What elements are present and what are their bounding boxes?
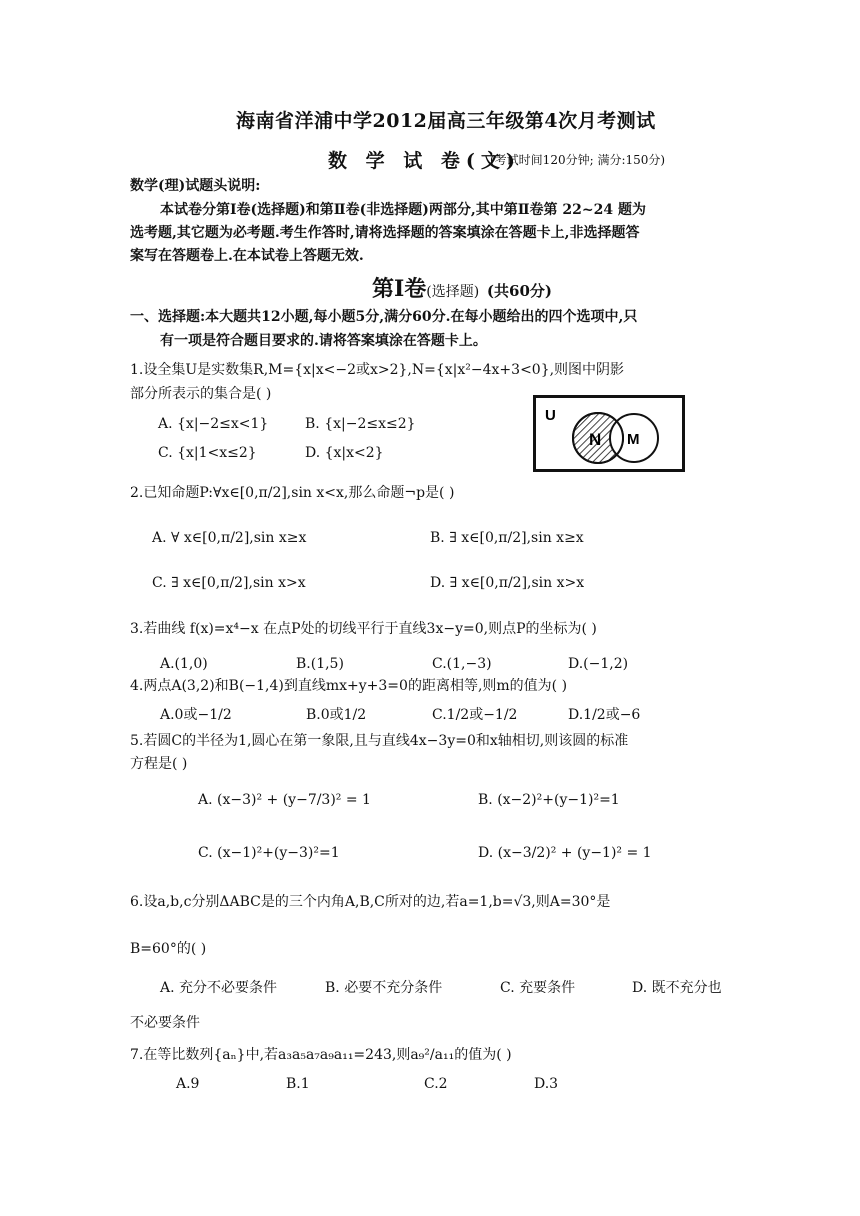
q5-stem-line-2: 方程是( ) (130, 756, 188, 772)
q2-option-a: A. ∀ x∈[0,π/2],sin x≥x (152, 530, 307, 546)
section-title (372, 272, 552, 303)
q5-option-c: C. (x−1)²+(y−3)²=1 (198, 845, 340, 861)
q7-option-d: D.3 (534, 1076, 559, 1092)
q1-option-d: D. {x|x<2} (305, 445, 384, 461)
q6-stem-line-2: B=60°的( ) (130, 941, 207, 957)
q4-option-d: D.1/2或−6 (568, 707, 641, 723)
exam-subtitle: 数 学 试 卷(文) (328, 150, 521, 172)
q7-option-b: B.1 (286, 1076, 310, 1092)
q6-option-d: D. 既不充分也 (632, 980, 722, 996)
q3-option-c: C.(1,−3) (432, 656, 492, 672)
section-points: (共60分) (486, 282, 552, 300)
q3-option-b: B.(1,5) (296, 656, 344, 672)
instructions-line-3: 案写在答题卷上.在本试卷上答题无效. (130, 248, 364, 264)
exam-duration-note: (考试时间120分钟; 满分:150分) (490, 153, 666, 167)
q5-option-d: D. (x−3/2)² + (y−1)² = 1 (478, 845, 652, 861)
q4-option-c: C.1/2或−1/2 (432, 707, 518, 723)
q3-stem: 3.若曲线 f(x)=x⁴−x 在点P处的切线平行于直线3x−y=0,则点P的坐标为( ) (130, 621, 597, 637)
q5-option-a: A. (x−3)² + (y−7/3)² = 1 (198, 792, 371, 808)
part1-intro-line-1: 一、选择题:本大题共12小题,每小题5分,满分60分.在每小题给出的四个选项中,只 (130, 309, 638, 325)
q1-stem-line-1: 1.设全集U是实数集R,M={x|x<−2或x>2},N={x|x²−4x+3<0},则图中阴影 (130, 362, 625, 378)
instructions-heading: 数学(理)试题头说明: (130, 178, 261, 194)
part1-intro-line-2: 有一项是符合题目要求的.请将答案填涂在答题卡上。 (160, 333, 487, 349)
q6-option-b: B. 必要不充分条件 (325, 980, 443, 996)
q1-option-b: B. {x|−2≤x≤2} (305, 416, 416, 432)
exam-title: 海南省洋浦中学2012届高三年级第4次月考测试 (236, 110, 656, 132)
q2-option-b: B. ∃ x∈[0,π/2],sin x≥x (430, 530, 584, 546)
q4-option-a: A.0或−1/2 (160, 707, 232, 723)
venn-diagram (533, 395, 685, 472)
venn-label-n: N (589, 430, 602, 449)
venn-diagram-svg (536, 398, 682, 469)
venn-label-m: M (627, 431, 640, 448)
q6-option-a: A. 充分不必要条件 (160, 980, 278, 996)
venn-label-u: U (545, 407, 556, 424)
q7-option-a: A.9 (176, 1076, 200, 1092)
q2-option-d: D. ∃ x∈[0,π/2],sin x>x (430, 575, 585, 591)
q4-option-b: B.0或1/2 (306, 707, 367, 723)
instructions-line-1: 本试卷分第Ⅰ卷(选择题)和第Ⅱ卷(非选择题)两部分,其中第Ⅱ卷第 22~24 题为 (160, 202, 646, 218)
q5-stem-line-1: 5.若圆C的半径为1,圆心在第一象限,且与直线4x−3y=0和x轴相切,则该圆的标准 (130, 733, 629, 749)
q4-stem: 4.两点A(3,2)和B(−1,4)到直线mx+y+3=0的距离相等,则m的值为( ) (130, 678, 568, 694)
q3-option-a: A.(1,0) (160, 656, 208, 672)
q7-option-c: C.2 (424, 1076, 448, 1092)
instructions-line-2: 选考题,其它题为必考题.考生作答时,请将选择题的答案填涂在答题卡上,非选择题答 (130, 225, 640, 241)
q1-option-a: A. {x|−2≤x<1} (158, 416, 269, 432)
section-name: 第Ⅰ卷 (372, 276, 427, 302)
q3-option-d: D.(−1,2) (568, 656, 629, 672)
q1-option-c: C. {x|1<x≤2} (158, 445, 257, 461)
q6-option-c: C. 充要条件 (500, 980, 576, 996)
section-type: (选择题) (426, 284, 480, 300)
q7-stem: 7.在等比数列{aₙ}中,若a₃a₅a₇a₉a₁₁=243,则a₉²/a₁₁的值为( ) (130, 1047, 512, 1063)
q2-option-c: C. ∃ x∈[0,π/2],sin x>x (152, 575, 306, 591)
q1-stem-line-2: 部分所表示的集合是( ) (130, 386, 272, 402)
q5-option-b: B. (x−2)²+(y−1)²=1 (478, 792, 620, 808)
q2-stem: 2.已知命题P:∀x∈[0,π/2],sin x<x,那么命题¬p是( ) (130, 485, 455, 501)
q6-option-d-continued: 不必要条件 (130, 1015, 200, 1031)
q6-stem-line-1: 6.设a,b,c分别ΔABC是的三个内角A,B,C所对的边,若a=1,b=√3,则A=30°是 (130, 894, 611, 910)
